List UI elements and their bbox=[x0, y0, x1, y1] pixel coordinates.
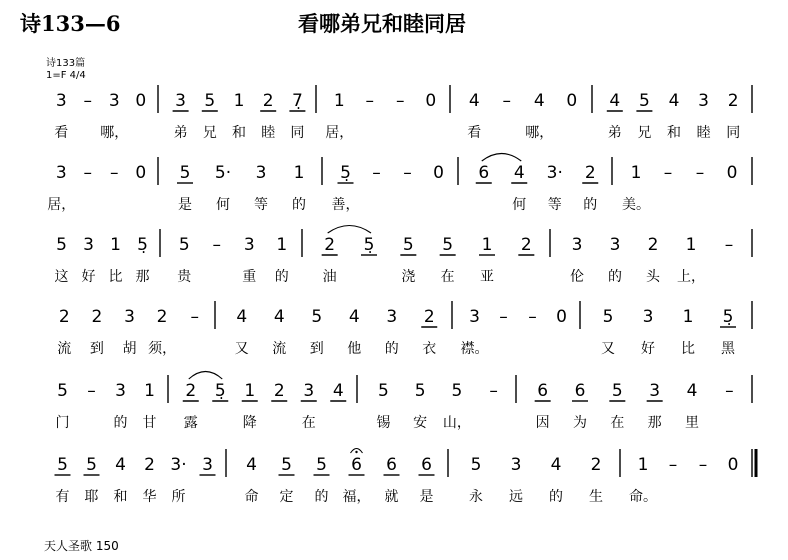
note: 2 bbox=[144, 455, 155, 475]
lyric: 是 bbox=[178, 197, 192, 213]
lyric: 又 bbox=[601, 341, 615, 357]
lyric: 的 bbox=[583, 197, 598, 213]
lyric: 因 bbox=[535, 415, 550, 431]
note: – bbox=[87, 381, 96, 401]
score-system bbox=[54, 85, 752, 141]
lyric: 里 bbox=[685, 415, 699, 431]
lyric: 油 bbox=[322, 269, 337, 285]
lyric: 就 bbox=[384, 489, 399, 505]
note: 1 bbox=[244, 381, 256, 401]
lyric: 亚 bbox=[480, 269, 494, 285]
note: 5 bbox=[402, 235, 414, 255]
lyric: 永 bbox=[469, 489, 483, 505]
lyric: 睦 bbox=[261, 125, 276, 141]
lyric: 睦 bbox=[696, 125, 711, 141]
note: 5 bbox=[57, 381, 68, 401]
note: – bbox=[190, 307, 199, 327]
lyric: 居， bbox=[325, 125, 354, 141]
note: 0 bbox=[135, 91, 147, 111]
note: – bbox=[698, 455, 708, 475]
note: 1 bbox=[682, 307, 694, 327]
note: 3 bbox=[642, 307, 654, 327]
lyric: 定 bbox=[279, 489, 294, 505]
note: 2 bbox=[647, 235, 659, 255]
note: 6 bbox=[574, 381, 586, 401]
note: 1 bbox=[630, 163, 642, 183]
hymnal-reference: 天人圣歌 150 bbox=[44, 539, 119, 553]
note: – bbox=[725, 381, 734, 401]
note: – bbox=[502, 91, 511, 111]
note: 1 bbox=[233, 91, 245, 111]
lyric: 黑 bbox=[721, 341, 735, 357]
note: 5̣ bbox=[340, 163, 351, 183]
note: 4 bbox=[668, 91, 680, 111]
lyric: 门 bbox=[55, 415, 70, 431]
lyric: 耶 bbox=[84, 489, 99, 505]
lyric: 何 bbox=[216, 197, 230, 213]
note: 3 bbox=[255, 163, 267, 183]
note: 2 bbox=[91, 307, 103, 327]
lyric: 安 bbox=[413, 415, 428, 431]
lyric: 同 bbox=[726, 125, 741, 141]
note: 0 bbox=[727, 455, 739, 475]
note: – bbox=[668, 455, 678, 475]
note: 0 bbox=[425, 91, 437, 111]
note: 0 bbox=[566, 91, 578, 111]
note: 6 bbox=[386, 455, 397, 475]
key-meter: 1=F 4/4 bbox=[46, 70, 86, 81]
slur bbox=[189, 372, 223, 380]
lyric: 居， bbox=[47, 197, 76, 213]
lyric: 的 bbox=[113, 415, 128, 431]
note: 5̣ bbox=[363, 235, 375, 255]
note: – bbox=[489, 381, 498, 401]
lyric: 比 bbox=[681, 341, 695, 357]
lyric: 到 bbox=[309, 341, 324, 357]
lyric: 降 bbox=[242, 415, 257, 431]
note: 4 bbox=[686, 381, 698, 401]
lyric: 在 bbox=[440, 269, 455, 285]
lyric: 的 bbox=[314, 489, 329, 505]
note: 3 bbox=[55, 163, 67, 183]
lyric: 和 bbox=[232, 125, 246, 141]
note: 3 bbox=[609, 235, 621, 255]
note: 6 bbox=[421, 455, 432, 475]
score-system bbox=[55, 226, 753, 286]
note: 4 bbox=[246, 455, 257, 475]
lyric: 所 bbox=[171, 489, 186, 505]
lyric: 华 bbox=[142, 489, 157, 505]
note: – bbox=[403, 163, 412, 183]
note: 1 bbox=[481, 235, 493, 255]
note: 4 bbox=[468, 91, 480, 111]
note: 5 bbox=[316, 455, 327, 475]
note: – bbox=[110, 163, 119, 183]
lyric: 他 bbox=[347, 341, 362, 357]
note: 5 bbox=[57, 455, 68, 475]
song-number: 诗133—6 bbox=[20, 11, 121, 36]
lyric: 善， bbox=[331, 197, 360, 213]
note: 2 bbox=[590, 455, 602, 475]
source-label: 诗133篇 bbox=[46, 58, 86, 69]
note: – bbox=[663, 163, 673, 183]
note: – bbox=[372, 163, 381, 183]
lyric: 的 bbox=[384, 341, 399, 357]
lyric: 兄 bbox=[202, 125, 217, 141]
lyric: 浇 bbox=[401, 269, 416, 285]
note: 1 bbox=[144, 381, 155, 401]
note: 6 bbox=[351, 455, 362, 475]
lyric: 在 bbox=[301, 415, 316, 431]
note: 4 bbox=[332, 381, 344, 401]
note: 2 bbox=[727, 91, 739, 111]
lyric: 的 bbox=[608, 269, 622, 285]
lyric: 好 bbox=[81, 269, 96, 285]
note: 3 bbox=[108, 91, 120, 111]
lyric: 到 bbox=[89, 341, 104, 357]
lyric: 哪， bbox=[525, 125, 554, 141]
lyric: 同 bbox=[290, 125, 305, 141]
note: – bbox=[365, 91, 374, 111]
lyric: 的 bbox=[549, 489, 563, 505]
note: 0 bbox=[556, 307, 567, 327]
lyric: 哪， bbox=[100, 125, 129, 141]
note: 5 bbox=[470, 455, 482, 475]
note: 1 bbox=[276, 235, 288, 255]
note: 1 bbox=[685, 235, 697, 255]
lyric: 和 bbox=[667, 125, 681, 141]
note: 5 bbox=[204, 91, 216, 111]
note: 3 bbox=[698, 91, 710, 111]
note: 2 bbox=[156, 307, 168, 327]
note: 3 bbox=[55, 91, 67, 111]
note: 2 bbox=[273, 381, 285, 401]
lyric: 美。 bbox=[622, 197, 650, 213]
note: 6 bbox=[478, 163, 490, 183]
note: 3 bbox=[649, 381, 661, 401]
note: 6 bbox=[537, 381, 549, 401]
note: 5̣ bbox=[137, 235, 148, 255]
lyric: 何 bbox=[512, 197, 527, 213]
note: 4 bbox=[513, 163, 525, 183]
note: 5 bbox=[638, 91, 650, 111]
lyric: 看 bbox=[467, 125, 482, 141]
lyric: 贵 bbox=[177, 269, 192, 285]
note: 5 bbox=[611, 381, 623, 401]
score-system bbox=[57, 301, 752, 357]
lyric: 在 bbox=[610, 415, 625, 431]
lyric: 等 bbox=[254, 197, 268, 213]
note: 0 bbox=[135, 163, 147, 183]
lyric: 看 bbox=[54, 125, 69, 141]
lyric: 比 bbox=[108, 269, 123, 285]
song-title: 看哪弟兄和睦同居 bbox=[298, 11, 466, 36]
note: – bbox=[212, 235, 221, 255]
note: 0 bbox=[726, 163, 738, 183]
score-system bbox=[55, 449, 757, 506]
lyric: 又 bbox=[234, 341, 249, 357]
lyric: 的 bbox=[274, 269, 289, 285]
note: – bbox=[724, 235, 734, 255]
note: 5̣ bbox=[722, 307, 734, 327]
note: 3 bbox=[124, 307, 135, 327]
score-system bbox=[47, 154, 752, 214]
lyric: 伦 bbox=[570, 269, 584, 285]
note: 5 bbox=[281, 455, 292, 475]
lyric: 命。 bbox=[629, 489, 657, 505]
lyric: 上， bbox=[677, 269, 705, 285]
note: 1 bbox=[637, 455, 649, 475]
note: 1 bbox=[333, 91, 345, 111]
note: 4 bbox=[550, 455, 562, 475]
note: 1 bbox=[293, 163, 305, 183]
note: 2 bbox=[262, 91, 274, 111]
note: 2 bbox=[423, 307, 435, 327]
note: 5 bbox=[602, 307, 614, 327]
lyric: 为 bbox=[573, 415, 587, 431]
lyric: 那 bbox=[647, 415, 662, 431]
note: 4 bbox=[115, 455, 126, 475]
note: 5 bbox=[311, 307, 323, 327]
note: 5 bbox=[414, 381, 426, 401]
note: – bbox=[396, 91, 405, 111]
note: – bbox=[83, 91, 92, 111]
lyric: 和 bbox=[113, 489, 128, 505]
lyric: 好 bbox=[641, 341, 655, 357]
lyric: 流 bbox=[57, 341, 72, 357]
lyric: 弟 bbox=[607, 125, 622, 141]
lyric: 有 bbox=[55, 489, 70, 505]
note: – bbox=[499, 307, 508, 327]
note: 5 bbox=[451, 381, 463, 401]
note: 5 bbox=[179, 163, 191, 183]
note: 5 bbox=[178, 235, 190, 255]
fermata-dot bbox=[355, 451, 357, 453]
lyric: 是 bbox=[419, 489, 434, 505]
note: – bbox=[83, 163, 92, 183]
note: 5 bbox=[377, 381, 389, 401]
lyric: 襟。 bbox=[460, 341, 489, 357]
note: 5̣ bbox=[214, 381, 226, 401]
lyric: 福， bbox=[342, 489, 371, 505]
lyric: 弟 bbox=[173, 125, 188, 141]
note: 3 bbox=[571, 235, 583, 255]
note: 2 bbox=[185, 381, 197, 401]
lyric: 露 bbox=[183, 415, 198, 431]
note: 5 bbox=[86, 455, 97, 475]
lyric: 锡 bbox=[376, 415, 391, 431]
lyric: 那 bbox=[135, 269, 150, 285]
note: 3 bbox=[303, 381, 315, 401]
note: 3 bbox=[243, 235, 255, 255]
note: 3 bbox=[83, 235, 94, 255]
note: 3 bbox=[510, 455, 522, 475]
note: 3 bbox=[175, 91, 187, 111]
slur bbox=[328, 226, 371, 234]
note: 3 bbox=[469, 307, 480, 327]
lyric: 流 bbox=[272, 341, 287, 357]
note: 4 bbox=[348, 307, 360, 327]
lyric: 兄 bbox=[637, 125, 652, 141]
note: 3 bbox=[386, 307, 398, 327]
score-system bbox=[56, 372, 753, 432]
lyric: 生 bbox=[589, 489, 603, 505]
note: 1 bbox=[110, 235, 121, 255]
note: 3· bbox=[170, 455, 187, 475]
lyric: 的 bbox=[292, 197, 306, 213]
lyric: 这 bbox=[54, 269, 69, 285]
note: – bbox=[528, 307, 537, 327]
note: 2 bbox=[520, 235, 532, 255]
note: 3· bbox=[546, 163, 563, 183]
note: 5· bbox=[214, 163, 232, 183]
note: 5 bbox=[56, 235, 67, 255]
note: 0 bbox=[433, 163, 444, 183]
lyric: 重 bbox=[242, 269, 257, 285]
lyric: 衣 bbox=[422, 341, 437, 357]
note: 4 bbox=[609, 91, 621, 111]
note: 4 bbox=[273, 307, 285, 327]
lyric: 山， bbox=[442, 415, 471, 431]
note: 3 bbox=[202, 455, 213, 475]
lyric: 须， bbox=[148, 341, 177, 357]
note: 4 bbox=[236, 307, 248, 327]
note: 5 bbox=[442, 235, 454, 255]
lyric: 远 bbox=[509, 489, 523, 505]
note: 4 bbox=[533, 91, 545, 111]
note: 2 bbox=[584, 163, 596, 183]
lyric: 胡 bbox=[122, 341, 137, 357]
note: 2 bbox=[58, 307, 70, 327]
note: 3 bbox=[115, 381, 126, 401]
lyric: 等 bbox=[547, 197, 562, 213]
note: – bbox=[695, 163, 705, 183]
note: 7̣ bbox=[291, 91, 303, 111]
lyric: 命 bbox=[244, 489, 259, 505]
note: 2 bbox=[324, 235, 336, 255]
slur bbox=[482, 154, 522, 162]
lyric: 头 bbox=[646, 269, 660, 285]
lyric: 甘 bbox=[142, 415, 157, 431]
